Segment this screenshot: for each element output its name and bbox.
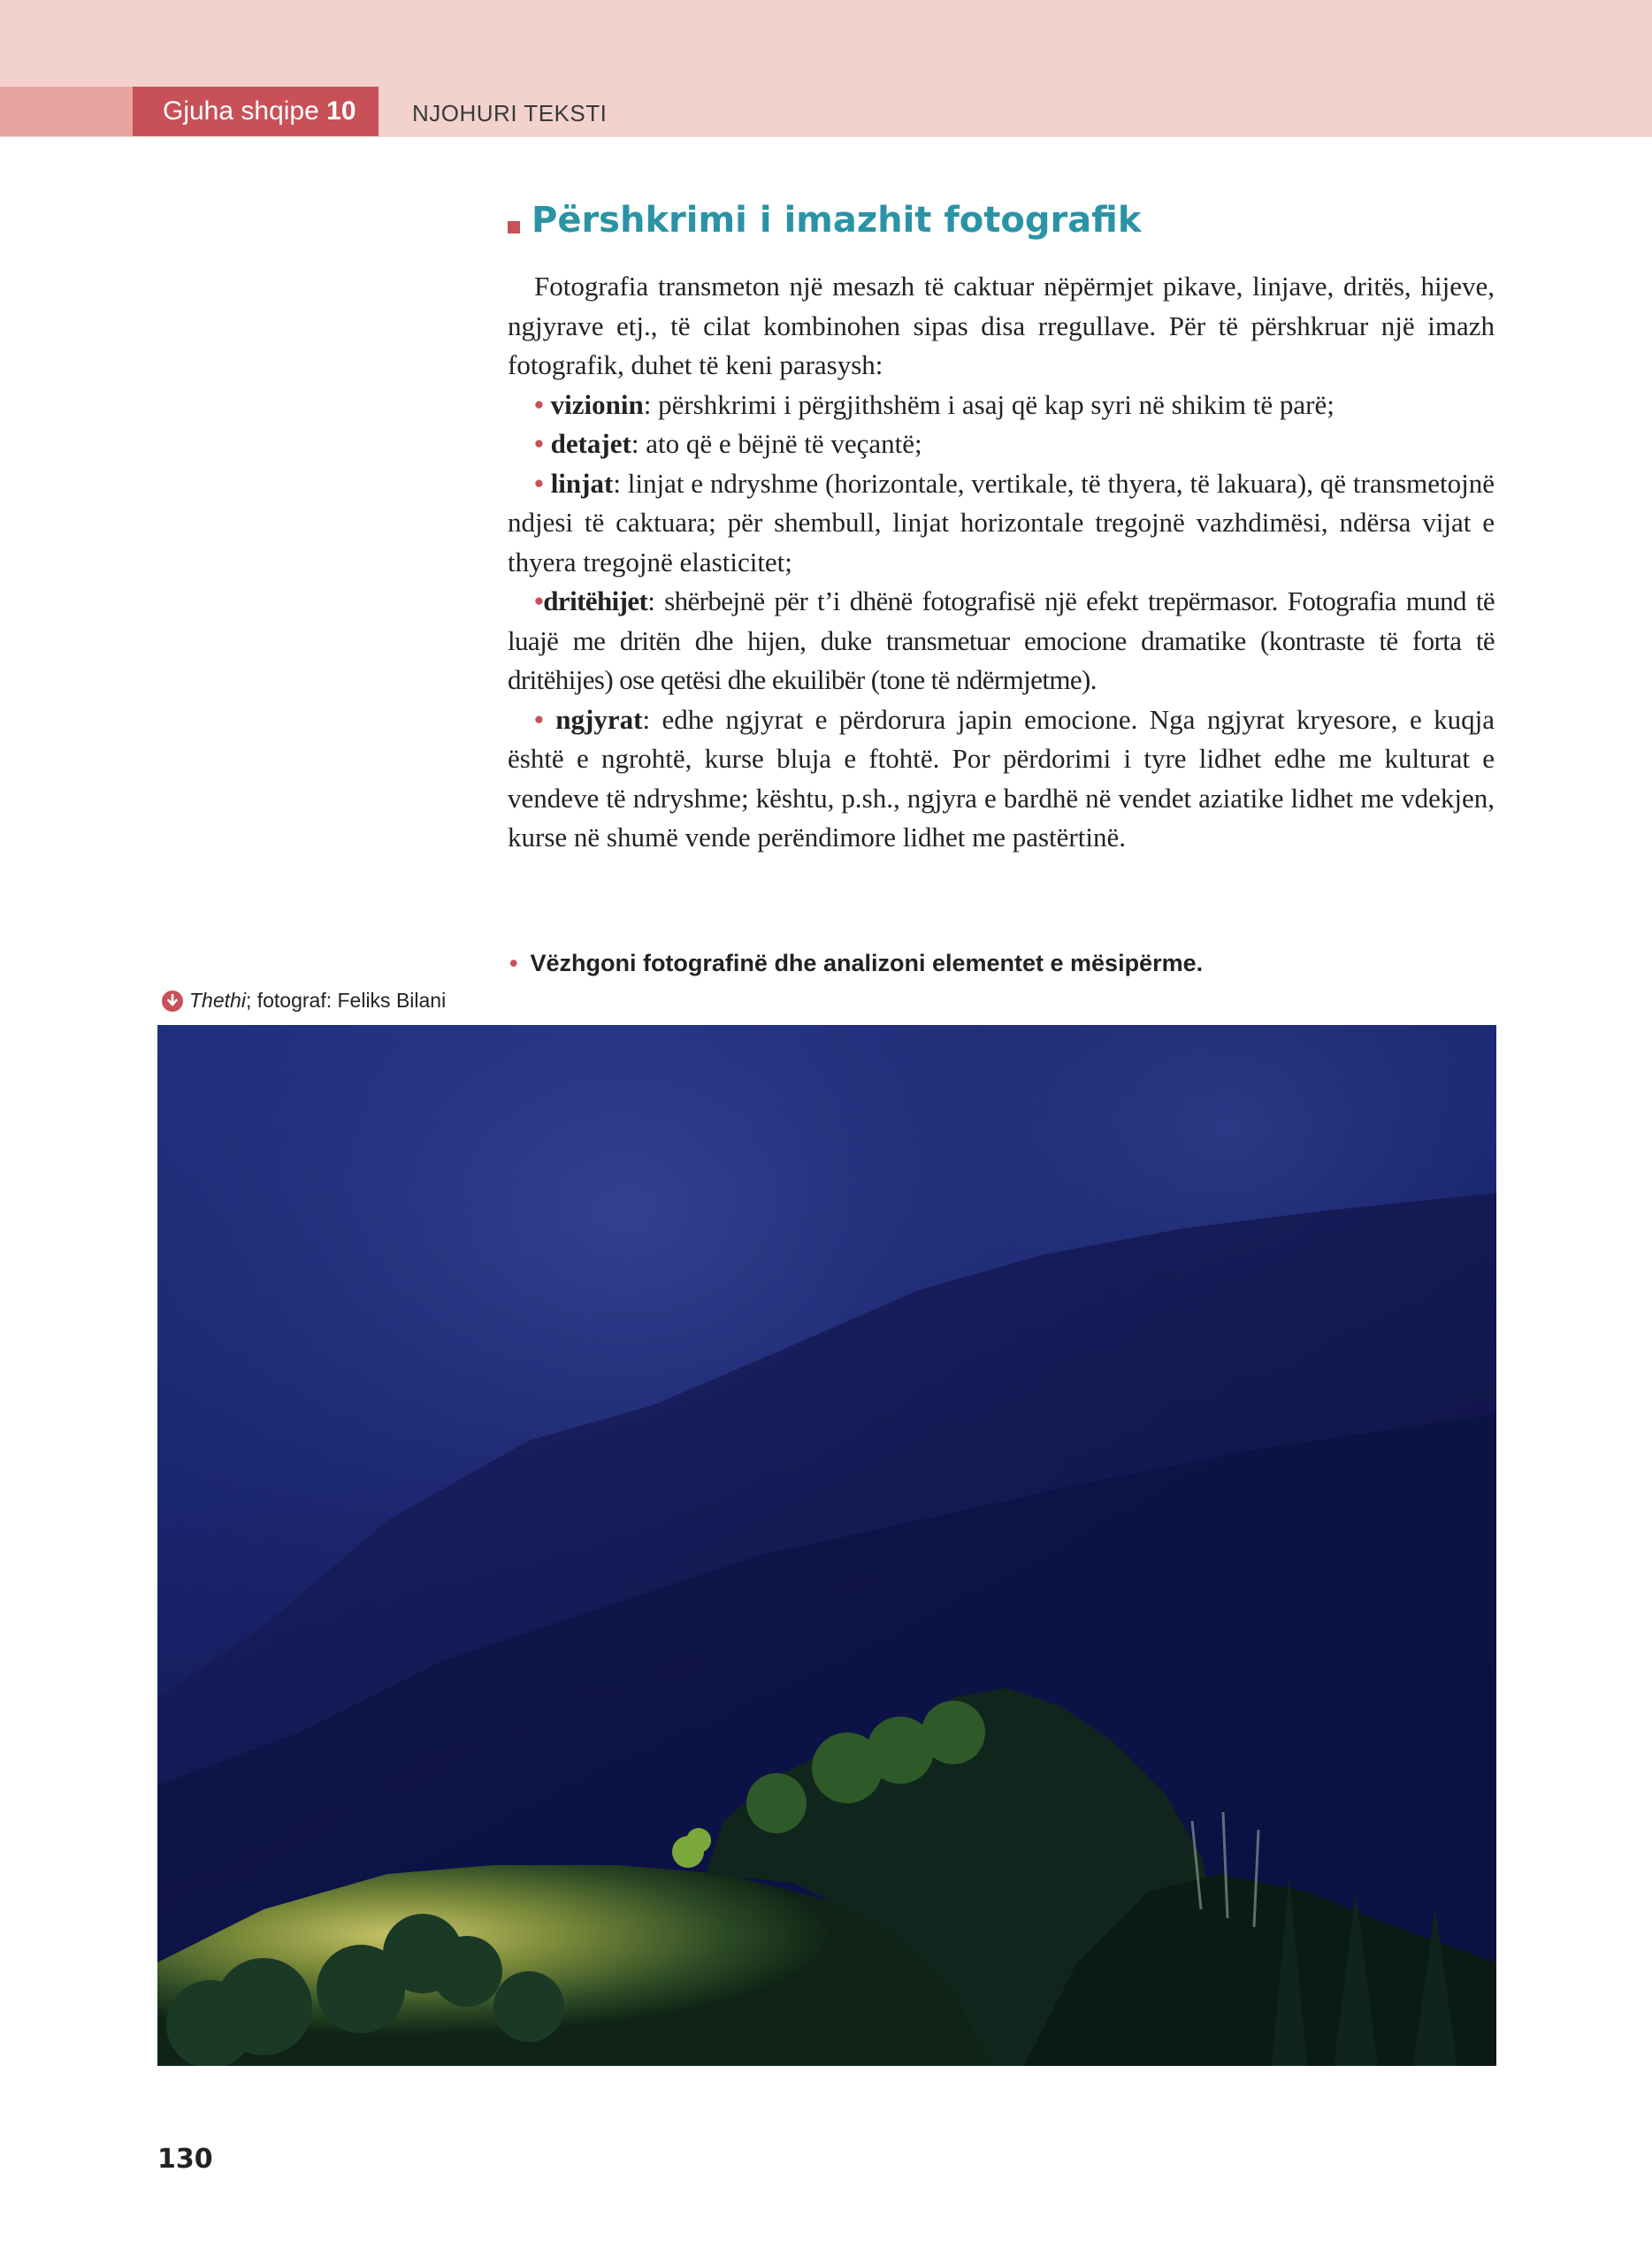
bullet-text: : linjat e ndryshme (horizontale, vertikale, të thyera, të lakuara), që transmetojnë ndjesi të caktuara; për shembull, linjat horizontale tregojnë vazhdimësi, ndërsa vijat e thyera tregojnë elasticitet; (508, 467, 1495, 577)
photo-caption (161, 989, 446, 1013)
bullet-text: : ato që e bëjnë të veçantë; (631, 428, 922, 459)
bullet-item (508, 582, 1495, 700)
bullet-text: : shërbejnë për t’i dhënë fotografisë një efekt trepërmasor. Fotografia mund të luajë me dritën dhe hijen, duke transmetuar emocione dramatike (kontraste të forta të dritëhijes) ose qetësi dhe ekuilibër (tone të ndërmjetme). (508, 585, 1495, 695)
bullet-item (508, 424, 1495, 464)
caption-place: Thethi (189, 989, 246, 1012)
bullet-term: ngjyrat (555, 703, 643, 735)
bullet-item (508, 386, 1495, 425)
intro-paragraph: Fotografia transmeton një mesazh të caktuar nëpërmjet pikave, linjave, dritës, hijeve, ngjyrave etj., të cilat kombinohen sipas disa rregullave. Për të përshkruar një imazh fotografik, duhet të keni parasysh: (508, 271, 1495, 380)
title-square-icon (508, 221, 520, 233)
page-number: 130 (157, 2144, 213, 2175)
bullet-term: vizionin (550, 388, 644, 420)
book-grade: 10 (326, 96, 356, 126)
bullet-text: : përshkrimi i përgjithshëm i asaj që kap syri në shikim të parë; (643, 388, 1335, 420)
bullet-dot-icon: • (534, 467, 544, 499)
bullet-dot-icon: • (534, 703, 544, 735)
bullet-term: linjat (550, 467, 614, 499)
body-text (508, 267, 1495, 858)
bullet-item (508, 464, 1495, 583)
task-text: Vëzhgoni fotografinë dhe analizoni elementet e mësipërme. (530, 950, 1204, 976)
book-title (133, 87, 379, 136)
mountain-landscape-photo (157, 1025, 1496, 2066)
bullet-dot-icon: • (534, 585, 544, 616)
page-title: Përshkrimi i imazhit fotografik (532, 200, 1142, 241)
bullet-text: : edhe ngjyrat e përdorura japin emocione. Nga ngjyrat kryesore, e kuqja është e ngrohtë, kurse bluja e ftohtë. Por përdorimi i tyre lidhet edhe me kulturat e vendeve të ndryshme; kështu, p.sh., ngjyra e bardhë në vendet aziatike lidhet me vdekjen, kurse në shumë vende perëndimore lidhet me pastërtinë. (508, 703, 1495, 853)
bullet-dot-icon: • (509, 950, 518, 976)
bullet-dot-icon: • (534, 388, 544, 420)
download-arrow-icon (161, 990, 184, 1013)
bullet-item (508, 700, 1495, 858)
bullet-term: dritëhijet (543, 585, 648, 616)
section-label: NJOHURI TEKSTI (412, 100, 608, 126)
book-title-text: Gjuha shqipe (163, 96, 319, 126)
caption-credit: ; fotograf: Feliks Bilani (245, 989, 447, 1012)
bullet-dot-icon: • (534, 428, 544, 459)
bullet-term: detajet (550, 428, 631, 459)
task-instruction (509, 950, 1203, 977)
